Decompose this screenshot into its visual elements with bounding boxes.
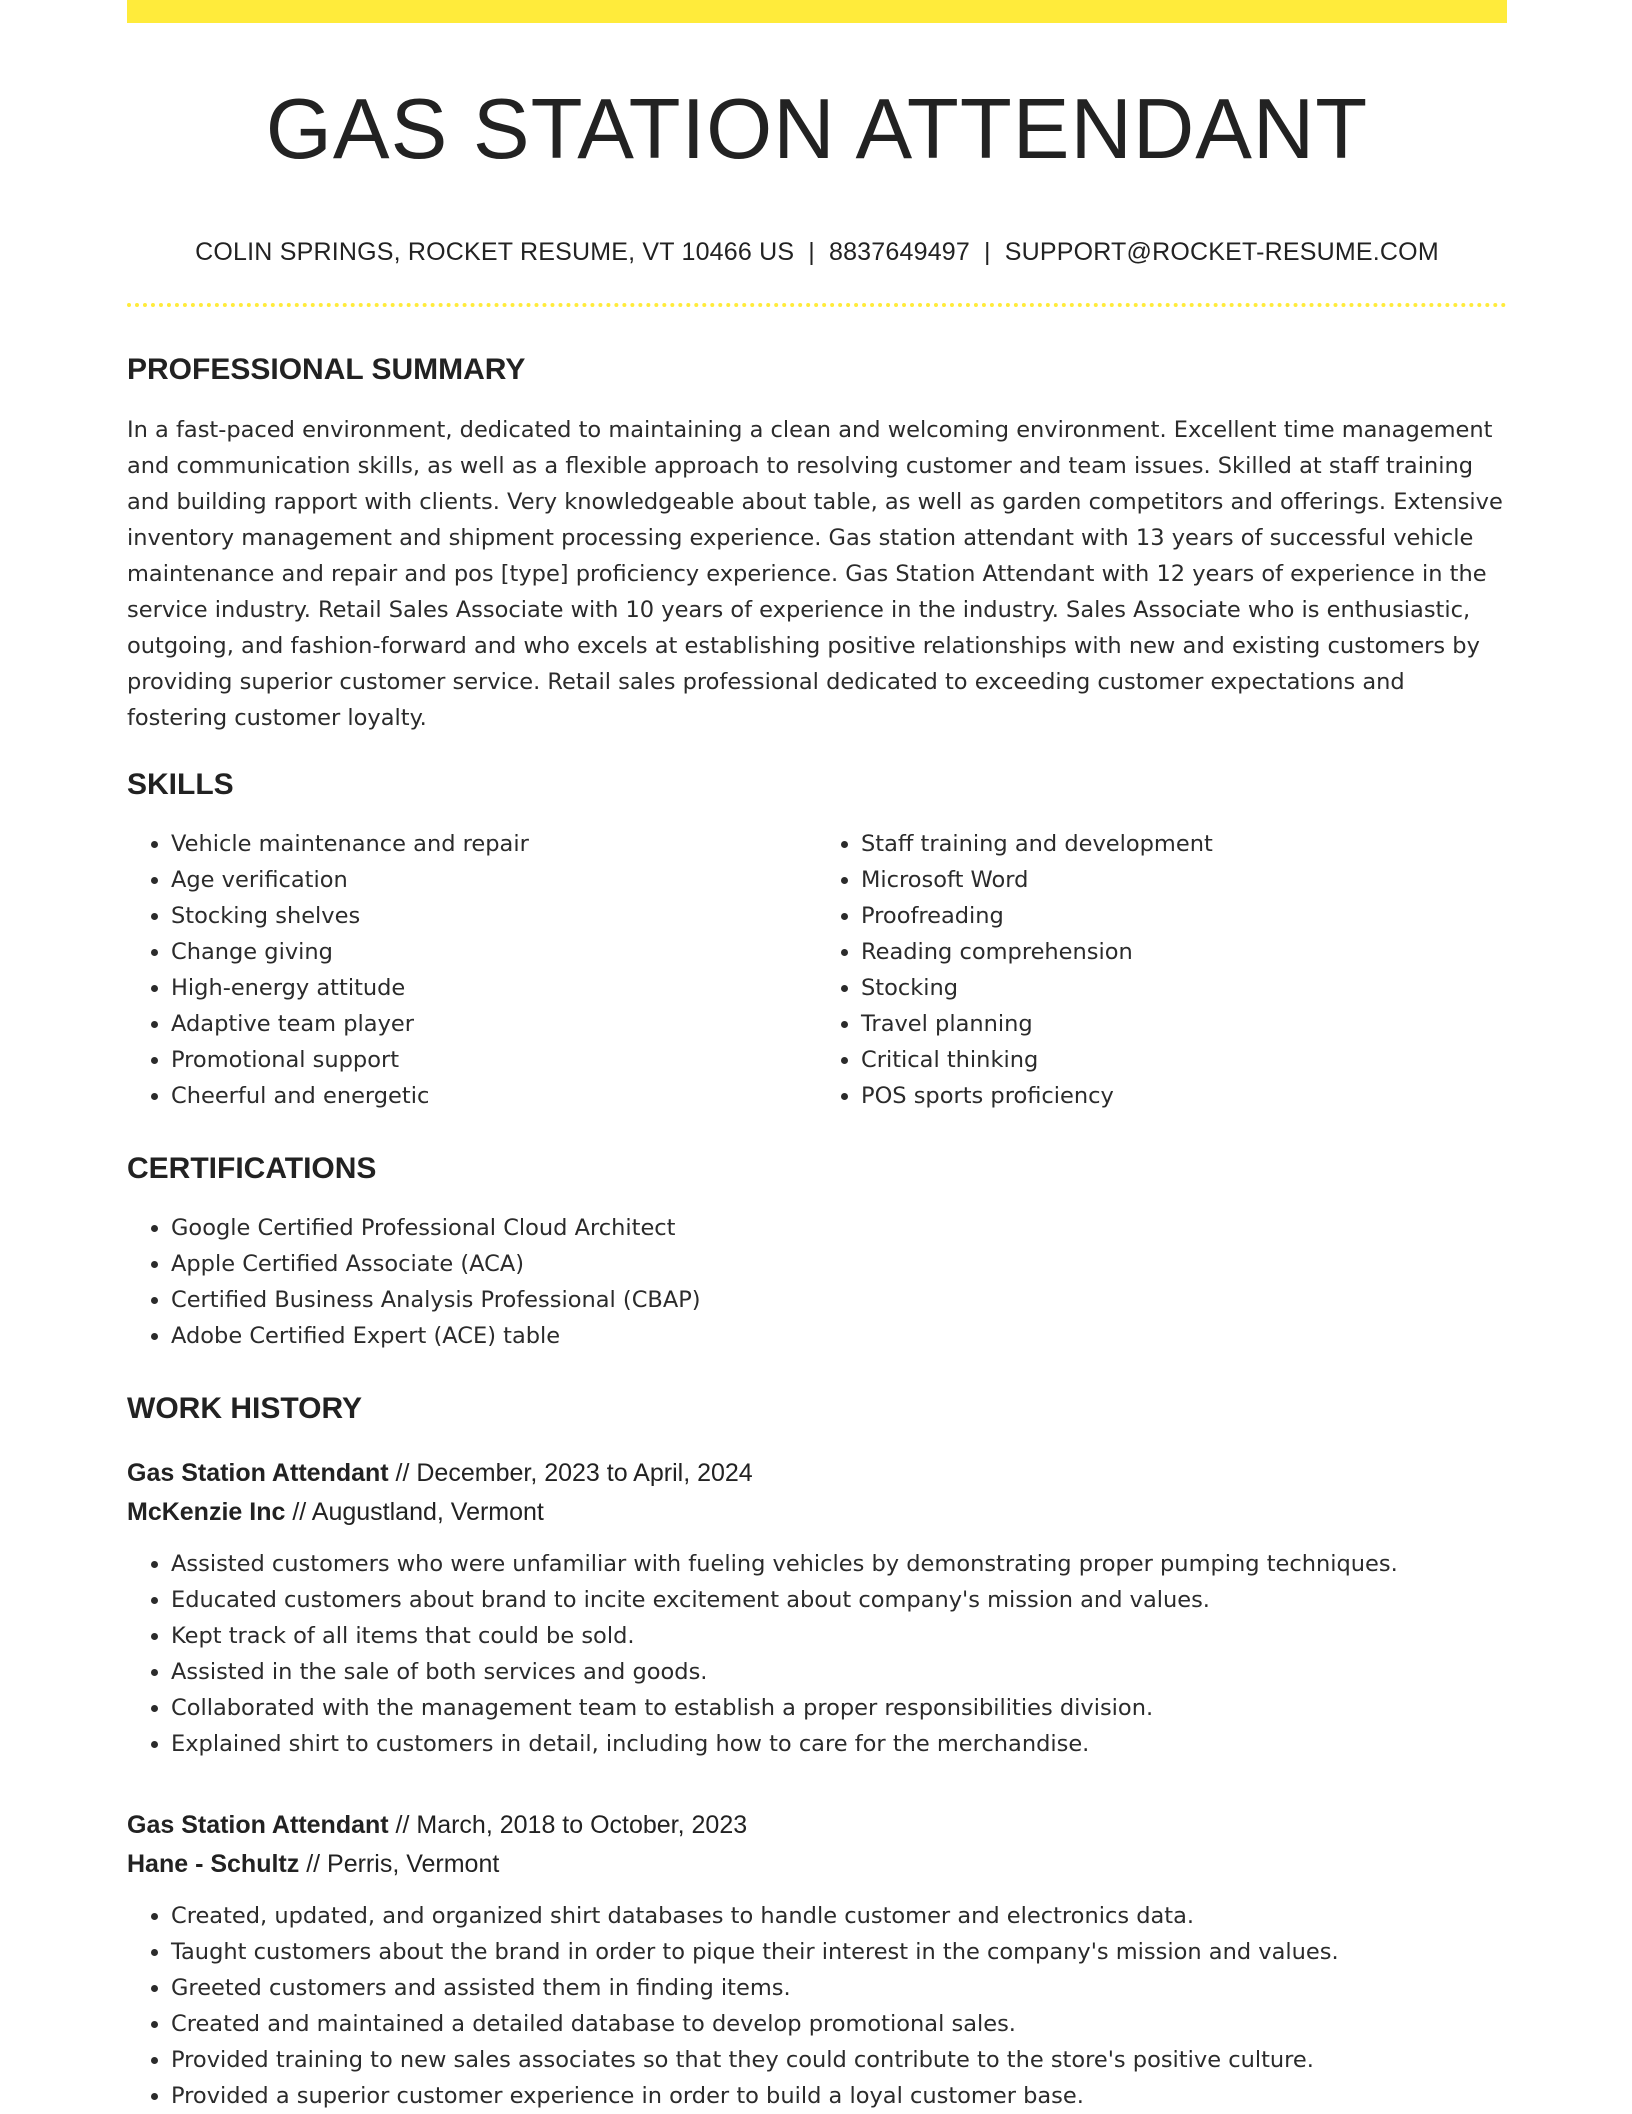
skill-item: • Travel planning xyxy=(861,1006,1507,1042)
skill-item: • Cheerful and energetic xyxy=(171,1078,817,1114)
contact-phone: 8837649497 xyxy=(828,238,971,266)
work-history-heading: WORK HISTORY xyxy=(127,1392,363,1425)
job-role: Gas Station Attendant xyxy=(127,1811,389,1839)
job-location: // Augustland, Vermont xyxy=(285,1498,544,1526)
job-company-line xyxy=(127,1493,1507,1532)
skill-item: • POS sports proficiency xyxy=(861,1078,1507,1114)
skill-item: • Age verification xyxy=(171,862,817,898)
skill-item: • Vehicle maintenance and repair xyxy=(171,826,817,862)
job-bullet: • Assisted in the sale of both services and goods. xyxy=(171,1654,1507,1690)
accent-top-bar xyxy=(127,0,1507,23)
job-entry xyxy=(127,1806,1507,2114)
skill-item: • Reading comprehension xyxy=(861,934,1507,970)
skills-column-left xyxy=(127,826,817,1114)
job-title-line xyxy=(127,1454,1507,1493)
certifications-list xyxy=(127,1210,1507,1354)
skill-item: • Promotional support xyxy=(171,1042,817,1078)
skills-column-right xyxy=(817,826,1507,1114)
certifications-heading: CERTIFICATIONS xyxy=(127,1152,377,1185)
contact-line xyxy=(127,238,1507,267)
skill-item: • Microsoft Word xyxy=(861,862,1507,898)
resume-page xyxy=(127,0,1507,2114)
job-bullet: • Greeted customers and assisted them in finding items. xyxy=(171,1970,1507,2006)
skill-item: • Stocking shelves xyxy=(171,898,817,934)
skills-heading: SKILLS xyxy=(127,768,234,801)
job-bullet: • Taught customers about the brand in order to pique their interest in the company's mission and values. xyxy=(171,1934,1507,1970)
job-entry xyxy=(127,1454,1507,1762)
job-bullet: • Explained shirt to customers in detail, including how to care for the merchandise. xyxy=(171,1726,1507,1762)
certification-item: • Certified Business Analysis Professional (CBAP) xyxy=(171,1282,1507,1318)
job-location: // Perris, Vermont xyxy=(299,1850,500,1878)
skill-item: • Staff training and development xyxy=(861,826,1507,862)
job-company: McKenzie Inc xyxy=(127,1498,286,1526)
job-dates: // December, 2023 to April, 2024 xyxy=(388,1459,753,1487)
job-bullet: • Kept track of all items that could be sold. xyxy=(171,1618,1507,1654)
job-bullet: • Provided training to new sales associates so that they could contribute to the store's positive culture. xyxy=(171,2042,1507,2078)
candidate-name: GAS STATION ATTENDANT xyxy=(265,82,1369,177)
job-bullet: • Assisted customers who were unfamiliar with fueling vehicles by demonstrating proper pumping techniques. xyxy=(171,1546,1507,1582)
contact-email: SUPPORT@ROCKET-RESUME.COM xyxy=(1004,238,1439,266)
skill-item: • Adaptive team player xyxy=(171,1006,817,1042)
job-bullets xyxy=(127,1898,1507,2114)
skill-item: • High-energy attitude xyxy=(171,970,817,1006)
contact-separator: | xyxy=(808,238,815,266)
skill-item: • Proofreading xyxy=(861,898,1507,934)
summary-heading: PROFESSIONAL SUMMARY xyxy=(127,353,526,386)
skill-item: • Critical thinking xyxy=(861,1042,1507,1078)
skill-item: • Change giving xyxy=(171,934,817,970)
skill-item: • Stocking xyxy=(861,970,1507,1006)
job-bullet: • Educated customers about brand to incite excitement about company's mission and values. xyxy=(171,1582,1507,1618)
dotted-divider xyxy=(127,303,1507,307)
job-bullet: • Created, updated, and organized shirt databases to handle customer and electronics data. xyxy=(171,1898,1507,1934)
certification-item: • Adobe Certified Expert (ACE) table xyxy=(171,1318,1507,1354)
certification-item: • Apple Certified Associate (ACA) xyxy=(171,1246,1507,1282)
contact-address: COLIN SPRINGS, ROCKET RESUME, VT 10466 US xyxy=(195,238,795,266)
job-bullet: • Provided a superior customer experience in order to build a loyal customer base. xyxy=(171,2078,1507,2114)
job-title-line xyxy=(127,1806,1507,1845)
contact-separator: | xyxy=(984,238,991,266)
job-company: Hane - Schultz xyxy=(127,1850,300,1878)
job-bullet: • Created and maintained a detailed database to develop promotional sales. xyxy=(171,2006,1507,2042)
job-bullet: • Collaborated with the management team to establish a proper responsibilities division. xyxy=(171,1690,1507,1726)
skills-list xyxy=(127,826,1507,1114)
summary-text: In a fast-paced environment, dedicated to maintaining a clean and welcoming environment. Excellent time management and communication skills, as well as a flexible approach to resolving customer and team issues. Skilled at staff training and building rapport with clients. Very knowledgeable about table, as well as garden competitors and offerings. Extensive inventory management and shipment processing experience. Gas station attendant with 13 years of successful vehicle maintenance and repair and pos [type] proficiency experience. Gas Station Attendant with 12 years of experience in the service industry. Retail Sales Associate with 10 years of experience in the industry. Sales Associate who is enthusiastic, outgoing, and fashion-forward and who excels at establishing positive relationships with new and existing customers by providing superior customer service. Retail sales professional dedicated to exceeding customer expectations and fostering customer loyalty. xyxy=(127,417,1503,731)
job-role: Gas Station Attendant xyxy=(127,1459,389,1487)
job-company-line xyxy=(127,1845,1507,1884)
certification-item: • Google Certified Professional Cloud Architect xyxy=(171,1210,1507,1246)
job-bullets xyxy=(127,1546,1507,1762)
job-dates: // March, 2018 to October, 2023 xyxy=(388,1811,748,1839)
